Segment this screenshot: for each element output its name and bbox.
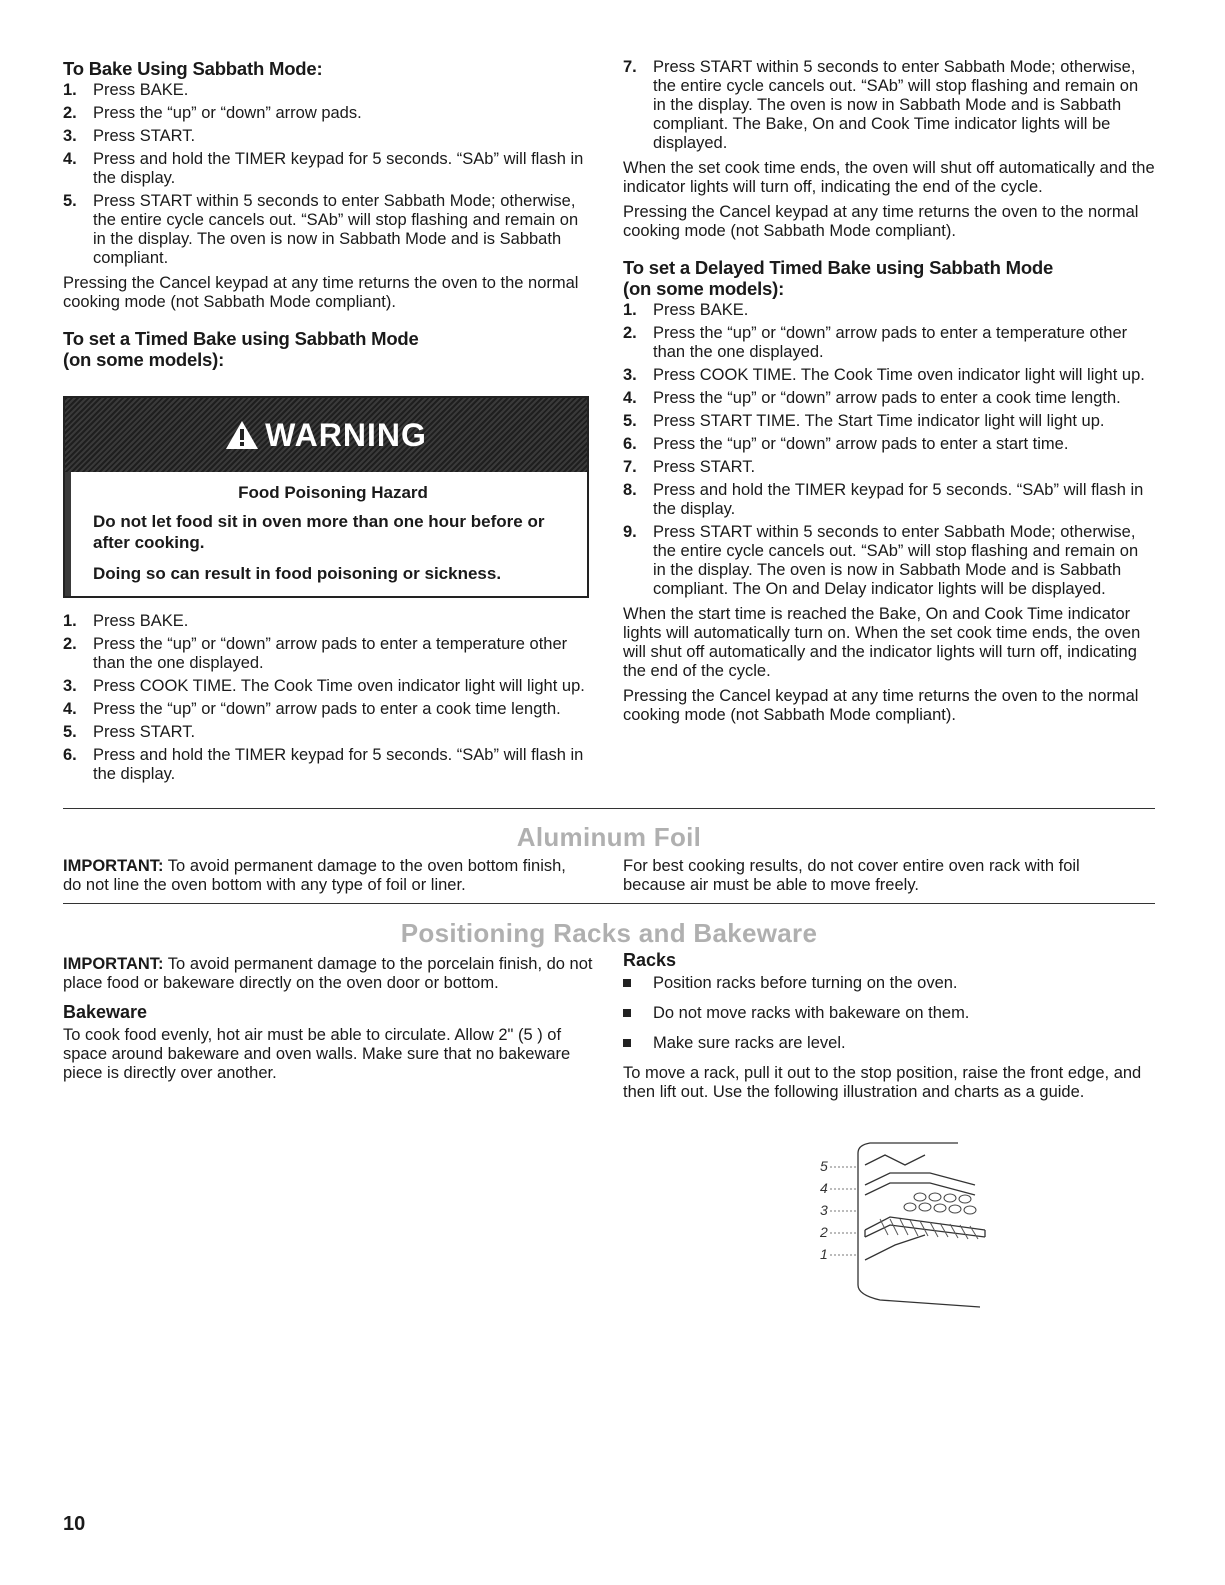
step-number: 7. — [623, 458, 637, 476]
step-number: 2. — [623, 324, 637, 342]
rack-label-3: 3 — [820, 1202, 828, 1218]
timed-bake-heading — [63, 328, 593, 370]
delayed-bake-heading-line1: To set a Delayed Timed Bake using Sabbath Mode — [623, 257, 1054, 278]
step-item — [623, 435, 1155, 454]
step-text: Press START. — [93, 127, 196, 145]
step-number: 5. — [623, 412, 637, 430]
bullet-item — [623, 1004, 1155, 1023]
bullet-text: Do not move racks with bakeware on them. — [653, 1004, 970, 1022]
step-number: 5. — [63, 723, 77, 741]
cook-time-end-note: When the set cook time ends, the oven will shut off automatically and the indicator lights will turn off, indicating the end of the cycle. — [623, 159, 1155, 196]
step-item — [623, 481, 1155, 519]
bullet-item — [623, 974, 1155, 993]
warning-line2: Doing so can result in food poisoning or sickness. — [93, 564, 502, 583]
step-item — [623, 523, 1155, 599]
step-item — [63, 700, 593, 719]
step-number: 8. — [623, 481, 637, 499]
timed-bake-steps-continued — [623, 58, 1155, 153]
step-item — [63, 104, 593, 123]
step-number: 2. — [63, 104, 77, 122]
step-number: 4. — [623, 389, 637, 407]
warning-title: Food Poisoning Hazard — [238, 483, 428, 502]
step-text: Press START. — [653, 458, 756, 476]
timed-bake-heading-line2: (on some models): — [63, 349, 225, 370]
rack-label-5: 5 — [820, 1158, 828, 1174]
step-number: 9. — [623, 523, 637, 541]
step-number: 3. — [63, 127, 77, 145]
foil-important-label: IMPORTANT: — [63, 857, 164, 875]
left-column — [63, 58, 593, 790]
racks-section-heading: Positioning Racks and Bakeware — [400, 918, 818, 948]
step-item — [63, 81, 593, 100]
racks-heading: Racks — [623, 950, 677, 970]
step-text: Press the “up” or “down” arrow pads to enter a cook time length. — [653, 389, 1121, 407]
step-item — [63, 150, 593, 188]
step-number: 4. — [63, 700, 77, 718]
divider-foil — [63, 808, 1155, 809]
start-time-note: When the start time is reached the Bake, On and Cook Time indicator lights will automatically turn on. When the set cook time ends, the oven will shut off automatically and the indicator lights will turn off, indicating the end of the cycle. — [623, 605, 1141, 680]
rack-label-2: 2 — [820, 1224, 828, 1240]
timed-bake-steps — [63, 612, 593, 784]
delayed-bake-heading-line2: (on some models): — [623, 278, 785, 299]
step-number: 1. — [623, 301, 637, 319]
page-number: 10 — [63, 1513, 86, 1535]
step-item — [63, 723, 593, 742]
step-text: Press BAKE. — [93, 612, 189, 630]
step-item — [63, 192, 593, 268]
step-number: 3. — [63, 677, 77, 695]
step-number: 6. — [63, 746, 77, 764]
racks-important-text: To avoid permanent damage to the porcelain finish, do not place food or bakeware directly on the oven door or bottom. — [63, 955, 593, 992]
step-number: 3. — [623, 366, 637, 384]
cancel-note-2: Pressing the Cancel keypad at any time returns the oven to the normal cooking mode (not Sabbath Mode compliant). — [623, 203, 1139, 240]
bullet-square-icon — [623, 979, 631, 987]
step-number: 7. — [623, 58, 637, 76]
racks-bullets — [623, 974, 1155, 1053]
timed-bake-heading-line1: To set a Timed Bake using Sabbath Mode — [63, 328, 419, 349]
rack-label-4: 4 — [820, 1180, 828, 1196]
step-item — [623, 389, 1155, 408]
cancel-note: Pressing the Cancel keypad at any time returns the oven to the normal cooking mode (not Sabbath Mode compliant). — [63, 274, 579, 311]
cancel-note-3: Pressing the Cancel keypad at any time returns the oven to the normal cooking mode (not Sabbath Mode compliant). — [623, 687, 1139, 724]
delayed-bake-steps — [623, 301, 1155, 599]
bullet-text: Position racks before turning on the oven. — [653, 974, 958, 992]
warning-body — [65, 472, 587, 596]
step-text: Press the “up” or “down” arrow pads to enter a cook time length. — [93, 700, 561, 718]
racks-right — [623, 951, 1155, 1108]
oven-rack-illustration — [810, 1135, 990, 1310]
step-text: Press the “up” or “down” arrow pads to enter a temperature other than the one displayed. — [653, 324, 1128, 361]
foil-right-text: For best cooking results, do not cover entire oven rack with foil because air must be able to move freely. — [623, 857, 1080, 894]
step-item — [623, 301, 1155, 320]
step-text: Press BAKE. — [653, 301, 749, 319]
warning-label: WARNING — [265, 416, 427, 453]
step-text: Press and hold the TIMER keypad for 5 seconds. “SAb” will flash in the display. — [653, 481, 1144, 518]
right-column — [623, 58, 1155, 731]
racks-left — [63, 955, 593, 1089]
step-number: 6. — [623, 435, 637, 453]
bullet-text: Make sure racks are level. — [653, 1034, 846, 1052]
step-text: Press START TIME. The Start Time indicator light will light up. — [653, 412, 1105, 430]
bullet-square-icon — [623, 1009, 631, 1017]
bakeware-text: To cook food evenly, hot air must be able to circulate. Allow 2" (5 ) of space around bakeware and oven walls. Make sure that no bakeware piece is directly over another. — [63, 1026, 571, 1082]
sabbath-bake-steps — [63, 81, 593, 268]
step-number: 5. — [63, 192, 77, 210]
bakeware-heading: Bakeware — [63, 1002, 148, 1022]
step-item — [63, 127, 593, 146]
step-text: Press START within 5 seconds to enter Sabbath Mode; otherwise, the entire cycle cancels out. “SAb” will stop flashing and remain on in the display. The oven is now in Sabbath Mode and is Sabbath compliant. The Bake, On and Cook Time indicator lights will be displayed. — [653, 58, 1139, 152]
warning-header — [65, 398, 587, 472]
step-text: Press the “up” or “down” arrow pads to enter a temperature other than the one displayed. — [93, 635, 568, 672]
racks-important-label: IMPORTANT: — [63, 955, 164, 973]
step-text: Press COOK TIME. The Cook Time oven indicator light will light up. — [93, 677, 585, 695]
step-number: 2. — [63, 635, 77, 653]
warning-box — [63, 396, 589, 598]
step-text: Press START. — [93, 723, 196, 741]
step-item — [623, 366, 1155, 385]
bullet-square-icon — [623, 1039, 631, 1047]
step-item — [63, 746, 593, 784]
step-text: Press BAKE. — [93, 81, 189, 99]
foil-important — [63, 857, 583, 895]
sabbath-bake-heading: To Bake Using Sabbath Mode: — [63, 58, 323, 79]
step-number: 1. — [63, 81, 77, 99]
warning-line1: Do not let food sit in oven more than one hour before or after cooking. — [93, 512, 545, 552]
foil-important-text: To avoid permanent damage to the oven bottom finish, do not line the oven bottom with any type of foil or liner. — [63, 857, 566, 894]
bullet-item — [623, 1034, 1155, 1053]
foil-heading: Aluminum Foil — [516, 822, 702, 852]
rack-label-1: 1 — [820, 1246, 828, 1262]
step-text: Press and hold the TIMER keypad for 5 seconds. “SAb” will flash in the display. — [93, 746, 584, 783]
delayed-bake-heading — [623, 257, 1155, 299]
warning-triangle-icon — [225, 420, 259, 450]
step-text: Press START within 5 seconds to enter Sabbath Mode; otherwise, the entire cycle cancels out. “SAb” will stop flashing and remain on in the display. The oven is now in Sabbath Mode and is Sabbath compliant. — [93, 192, 579, 267]
step-number: 4. — [63, 150, 77, 168]
step-item — [623, 412, 1155, 431]
racks-important — [63, 955, 593, 993]
step-item — [63, 612, 593, 631]
step-item — [63, 635, 593, 673]
step-text: Press COOK TIME. The Cook Time oven indicator light will light up. — [653, 366, 1145, 384]
step-item — [623, 324, 1155, 362]
divider-racks — [63, 903, 1155, 904]
step-number: 1. — [63, 612, 77, 630]
step-text: Press and hold the TIMER keypad for 5 seconds. “SAb” will flash in the display. — [93, 150, 584, 187]
step-text: Press START within 5 seconds to enter Sabbath Mode; otherwise, the entire cycle cancels out. “SAb” will stop flashing and remain on in the display. The oven is now in Sabbath Mode and is Sabbath compliant. The On and Delay indicator lights will be displayed. — [653, 523, 1139, 598]
step-text: Press the “up” or “down” arrow pads. — [93, 104, 362, 122]
racks-text: To move a rack, pull it out to the stop position, raise the front edge, and then lift out. Use the following illustration and charts as a guide. — [623, 1064, 1142, 1101]
step-item — [623, 58, 1155, 153]
step-item — [63, 677, 593, 696]
step-item — [623, 458, 1155, 477]
step-text: Press the “up” or “down” arrow pads to enter a start time. — [653, 435, 1069, 453]
